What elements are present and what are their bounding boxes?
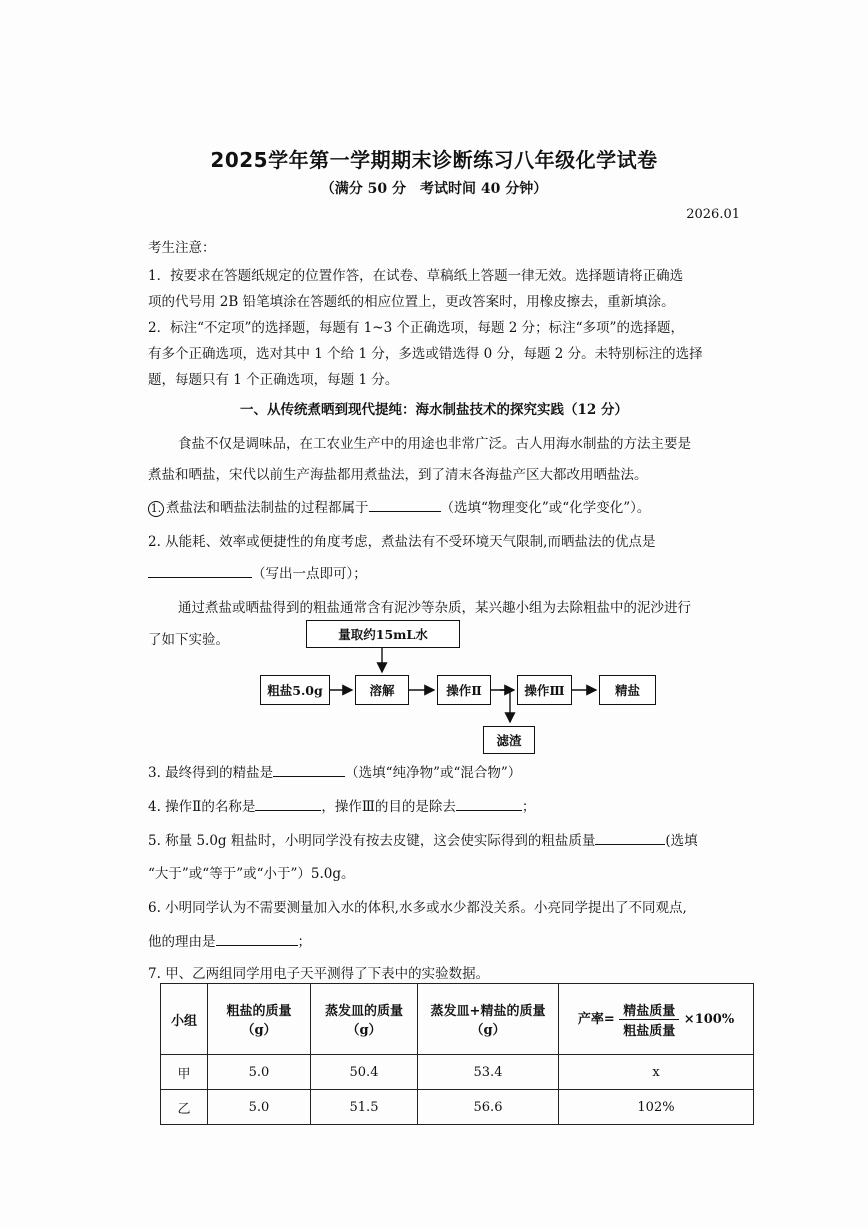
header-dish-mass — [311, 984, 418, 1055]
question-4-blank-2[interactable] — [456, 796, 522, 811]
question-7: 7. 甲、乙两组同学用电子天平测得了下表中的实验数据。 — [148, 966, 490, 982]
header-yield-tail: ×100% — [683, 1011, 735, 1027]
header-crude-mass-unit: （g） — [241, 1023, 277, 1038]
question-1-hint: （选填“物理变化”或“化学变化”）。 — [440, 500, 651, 516]
flow-box-operation-2: 操作Ⅱ — [437, 675, 491, 705]
header-yield — [559, 984, 754, 1055]
question-3-hint: （选填“纯净物”或“混合物”） — [345, 765, 522, 781]
question-6-line-2 — [148, 930, 728, 950]
header-yield-label: 产率= — [577, 1011, 615, 1027]
header-yield-denominator: 粗盐质量 — [623, 1023, 676, 1039]
question-5-text: 5. 称量 5.0g 粗盐时，小明同学没有按去皮键，这会使实际得到的粗盐质量 — [148, 833, 596, 849]
question-5-line-2: “大于”或“等于”或“小于”）5.0g。 — [148, 866, 355, 882]
header-dish-plus-salt — [418, 984, 559, 1055]
row-dish: 51.5 — [311, 1090, 418, 1125]
header-dish-plus-salt-label: 蒸发皿+精盐的质量 — [430, 1004, 546, 1019]
question-4 — [148, 795, 728, 815]
question-3 — [148, 761, 728, 781]
question-2-line-1: 2. 从能耗、效率或便捷性的角度考虑，煮盐法有不受环境天气限制,而晒盐法的优点是 — [148, 534, 656, 550]
row-sum: 56.6 — [418, 1090, 559, 1125]
header-crude-mass-label: 粗盐的质量 — [226, 1004, 292, 1019]
header-dish-mass-label: 蒸发皿的质量 — [324, 1004, 403, 1019]
question-3-text: 3. 最终得到的精盐是 — [148, 765, 274, 781]
row-yield: 102% — [559, 1090, 754, 1125]
exam-subtitle: （满分 50 分 考试时间 40 分钟） — [320, 181, 548, 197]
question-5-hint-a: (选填 — [665, 833, 698, 849]
question-6-blank[interactable] — [216, 931, 298, 946]
question-5-blank[interactable] — [595, 830, 665, 845]
flow-box-dissolve: 溶解 — [355, 675, 409, 705]
question-6-end: ； — [297, 934, 311, 950]
exam-title: 2025学年第一学期期末诊断练习八年级化学试卷 — [210, 148, 658, 172]
exam-date: 2026.01 — [686, 207, 740, 222]
question-2-hint: （写出一点即可）； — [252, 566, 367, 582]
header-crude-mass — [208, 984, 311, 1055]
question-1-text: 煮盐法和晒盐法制盐的过程都属于 — [166, 500, 369, 516]
flow-box-fine-salt: 精盐 — [599, 675, 656, 705]
note-2-line-1: 2．标注“不定项”的选择题，每题有 1~3 个正确选项，每题 2 分；标注“多项”的选择题， — [148, 320, 684, 336]
experiment-line-1: 通过煮盐或晒盐得到的粗盐通常含有泥沙等杂质，某兴趣小组为去除粗盐中的泥沙进行 — [178, 600, 691, 616]
experiment-data-table — [160, 983, 754, 1125]
note-1-line-1: 1．按要求在答题纸规定的位置作答，在试卷、草稿纸上答题一律无效。选择题请将正确选 — [148, 268, 684, 284]
table-header-row — [161, 984, 754, 1055]
intro-line-1: 食盐不仅是调味品，在工农业生产中的用途也非常广泛。古人用海水制盐的方法主要是 — [178, 436, 691, 452]
note-2-line-3: 题，每题只有 1 个正确选项，每题 1 分。 — [148, 372, 399, 388]
row-yield: x — [559, 1055, 754, 1090]
header-yield-fraction — [619, 1000, 679, 1039]
row-group: 乙 — [161, 1090, 208, 1125]
question-3-blank[interactable] — [273, 762, 345, 777]
note-2-line-2: 有多个正确选项，选对其中 1 个给 1 分，多选或错选得 0 分，每题 2 分。未特别标注的选择 — [148, 346, 703, 362]
header-group: 小组 — [161, 984, 208, 1055]
row-crude: 5.0 — [208, 1090, 311, 1125]
question-5-line-1 — [148, 829, 728, 849]
experiment-line-2: 了如下实验。 — [148, 632, 229, 648]
table-row — [161, 1090, 754, 1125]
table-row — [161, 1055, 754, 1090]
header-dish-mass-unit: （g） — [346, 1023, 382, 1038]
section-1-title: 一、从传统煮晒到现代提纯：海水制盐技术的探究实践（12 分） — [240, 402, 628, 418]
question-1-number: 1. — [148, 501, 164, 517]
row-crude: 5.0 — [208, 1055, 311, 1090]
flow-box-water: 量取约15mL水 — [306, 620, 460, 648]
question-4-text-b: ，操作Ⅲ的目的是除去 — [321, 799, 456, 815]
question-6-text: 他的理由是 — [148, 934, 216, 950]
row-group: 甲 — [161, 1055, 208, 1090]
note-1-line-2: 项的代号用 2B 铅笔填涂在答题纸的相应位置上，更改答案时，用橡皮擦去，重新填涂。 — [148, 294, 675, 310]
arrow-op2-to-residue — [500, 690, 510, 722]
question-4-text-a: 4. 操作Ⅱ的名称是 — [148, 799, 256, 815]
notes-heading: 考生注意： — [148, 240, 216, 256]
header-yield-numerator: 精盐质量 — [619, 1000, 679, 1020]
intro-line-2: 煮盐和晒盐，宋代以前生产海盐都用煮盐法，到了清末各海盐产区大都改用晒盐法。 — [148, 467, 648, 483]
question-4-text-c: ； — [521, 799, 536, 815]
flow-box-operation-3: 操作Ⅲ — [517, 675, 572, 705]
question-6-line-1: 6. 小明同学认为不需要测量加入水的体积,水多或水少都没关系。小亮同学提出了不同观点, — [148, 900, 687, 916]
row-sum: 53.4 — [418, 1055, 559, 1090]
flow-box-residue: 滤渣 — [483, 726, 535, 754]
flow-box-crude-salt: 粗盐5.0g — [260, 675, 330, 705]
header-dish-plus-salt-unit: （g） — [470, 1023, 506, 1038]
row-dish: 50.4 — [311, 1055, 418, 1090]
question-4-blank-1[interactable] — [255, 796, 321, 811]
